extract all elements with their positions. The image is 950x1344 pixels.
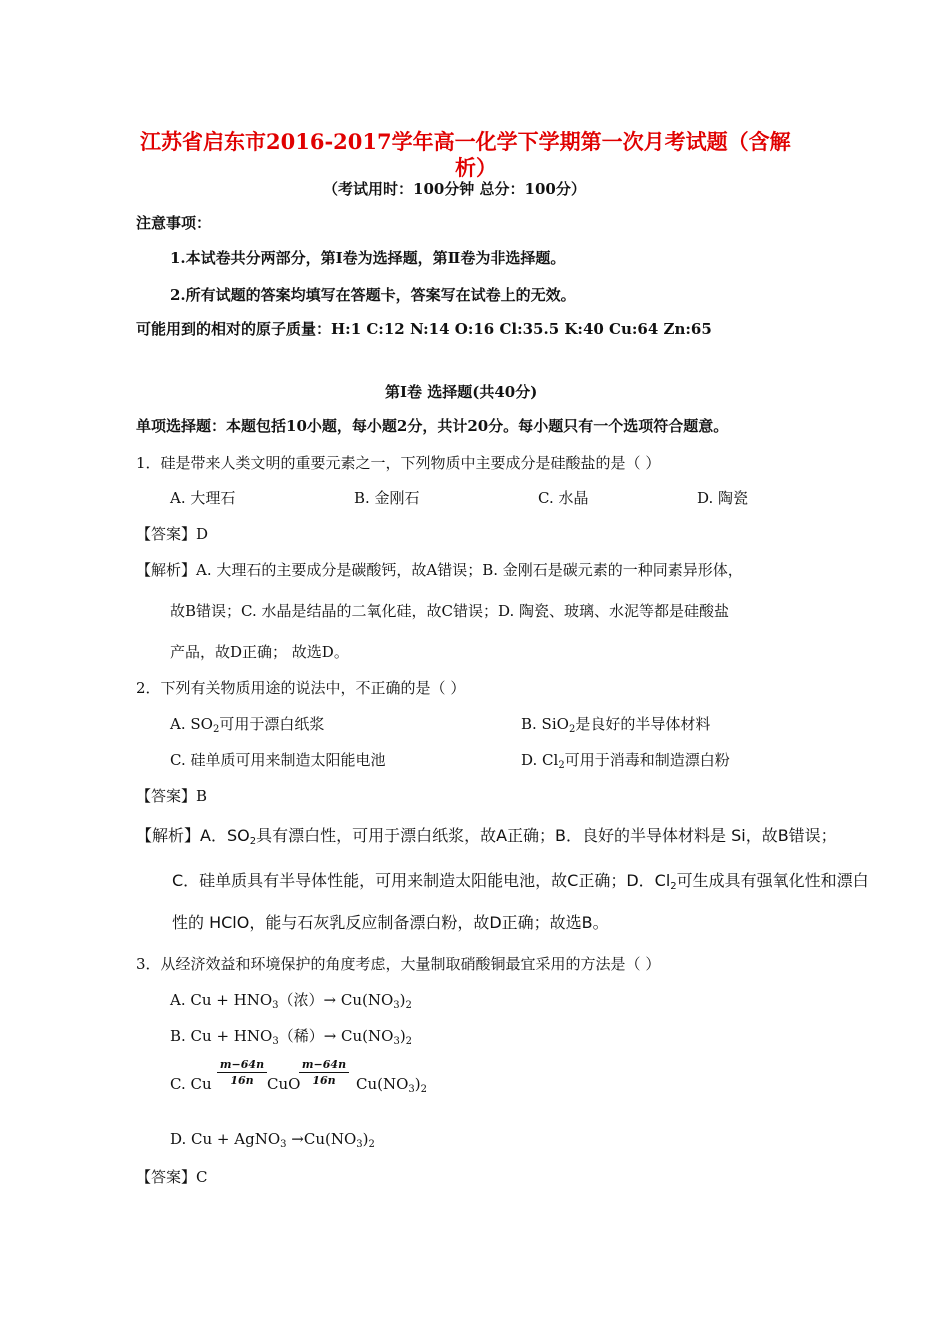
- q1-analysis-line2: 故B错误；C. 水晶是结晶的二氧化硅，故C错误；D. 陶瓷、玻璃、水泥等都是硅酸盐: [170, 602, 730, 620]
- section-heading: 第Ⅰ卷 选择题(共40分): [385, 383, 538, 401]
- q3-stem: 3．从经济效益和环境保护的角度考虑，大量制取硝酸铜最宜采用的方法是（ ）: [136, 955, 661, 973]
- q1-analysis-line3: 产品，故D正确； 故选D。: [170, 643, 349, 661]
- notice-heading: 注意事项：: [136, 214, 212, 232]
- q1-option-d: D. 陶瓷: [697, 489, 749, 507]
- q3-option-c-fraction-2: m−64n 16n: [299, 1058, 349, 1087]
- q1-stem: 1．硅是带来人类文明的重要元素之一，下列物质中主要成分是硅酸盐的是（ ）: [136, 454, 661, 472]
- section-instruction: 单项选择题：本题包括10小题，每小题2分，共计20分。每小题只有一个选项符合题意。: [136, 417, 729, 435]
- notice-item-2: 2.所有试题的答案均填写在答题卡，答案写在试卷上的无效。: [170, 286, 576, 304]
- q2-stem: 2．下列有关物质用途的说法中，不正确的是（ ）: [136, 679, 466, 697]
- q3-option-c-prefix: C. Cu: [170, 1075, 212, 1093]
- q2-analysis-line3: 性的 HClO，能与石灰乳反应制备漂白粉，故D正确；故选B。: [172, 913, 609, 932]
- q3-option-c-mid: CuO: [267, 1075, 301, 1093]
- q2-option-c: C. 硅单质可用来制造太阳能电池: [170, 751, 386, 769]
- q3-option-b: B. $Cu + HNO_3$（稀）→ $Cu(NO_3)_2$: [170, 1027, 413, 1047]
- q2-analysis-line1: 【解析】A．$SO_2$具有漂白性，可用于漂白纸浆，故A正确；B．良好的半导体材料是 Si，故B错误；: [136, 826, 837, 847]
- q3-option-c-product: $Cu(NO_3)_2$: [356, 1075, 428, 1095]
- q1-option-b: B. 金刚石: [354, 489, 420, 507]
- q2-analysis-line2: C．硅单质具有半导体性能，可用来制造太阳能电池，故C正确；D．$Cl_2$可生成具有强氧化性和漂白: [172, 871, 869, 892]
- q1-analysis-line1: 【解析】A. 大理石的主要成分是碳酸钙，故A错误；B. 金刚石是碳元素的一种同素异形体，: [136, 561, 743, 579]
- q3-option-c-fraction-1: m−64n 16n: [217, 1058, 267, 1087]
- q3-answer: 【答案】C: [136, 1168, 208, 1186]
- q1-answer: 【答案】D: [136, 525, 209, 543]
- q1-option-c: C. 水晶: [538, 489, 589, 507]
- page-title-line2: 析）: [455, 155, 497, 180]
- exam-info: （考试用时：100分钟 总分：100分）: [323, 180, 586, 198]
- q1-option-a: A. 大理石: [170, 489, 236, 507]
- q3-option-a: A. $Cu + HNO_3$（浓）→ $Cu(NO_3)_2$: [170, 991, 412, 1011]
- page-title-line1: 江苏省启东市2016-2017学年高一化学下学期第一次月考试题（含解: [140, 129, 791, 154]
- notice-item-1: 1.本试卷共分两部分，第Ⅰ卷为选择题，第Ⅱ卷为非选择题。: [170, 249, 566, 267]
- q2-option-d: D. $Cl_2$可用于消毒和制造漂白粉: [521, 751, 730, 771]
- q2-option-b: B. SiO$_2$是良好的半导体材料: [521, 715, 711, 735]
- q3-option-d: D. Cu + AgNO$_3$ $\to Cu(NO_3)_2$: [170, 1130, 375, 1150]
- atomic-mass-note: 可能用到的相对的原子质量：H:1 C:12 N:14 O:16 Cl:35.5 K:40 Cu:64 Zn:65: [136, 320, 712, 338]
- q2-answer: 【答案】B: [136, 787, 208, 805]
- q2-option-a: A. $SO_2$可用于漂白纸浆: [170, 715, 325, 735]
